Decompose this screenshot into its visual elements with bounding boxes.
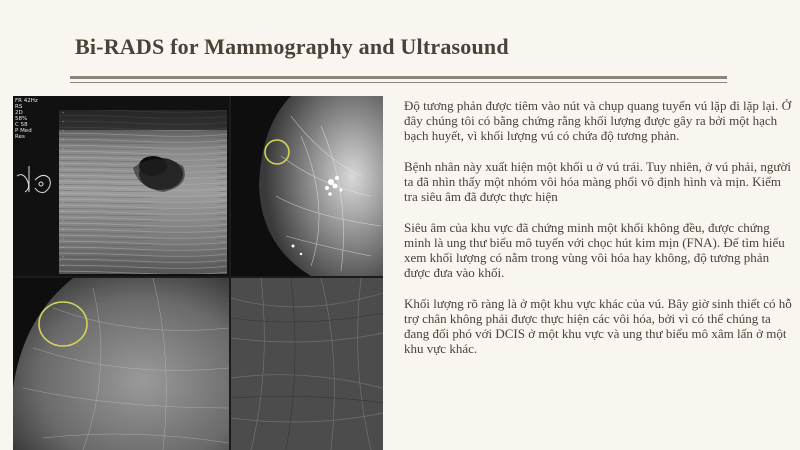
description-text bbox=[404, 98, 794, 372]
page-title: Bi-RADS for Mammography and Ultrasound bbox=[75, 34, 509, 59]
paragraph-contrast: Độ tương phản được tiêm vào nút và chụp quang tuyến vú lặp đi lặp lại. Ở đây chúng tôi có bằng chứng rằng khối lượng được gây ra bởi một hạch bạch huyết, vì khối lượng vú có chứa độ tương phản. bbox=[404, 98, 792, 143]
paragraph-biopsy: Khối lượng rõ ràng là ở một khu vực khác của vú. Bây giờ sinh thiết có hỗ trợ chân không phải được thực hiện các vôi hóa, bởi vì có thể chúng ta đang đối phó với DCIS ở một khu vực và ung thư biểu mô xâm lấn ở một khu vực khác. bbox=[404, 296, 792, 356]
mammogram-zoom-image bbox=[231, 278, 383, 450]
title-divider-thick bbox=[70, 76, 727, 79]
mammogram-calcifications-image bbox=[231, 96, 383, 276]
ultrasound-settings-overlay: FR 42Hz RS 2D 58% C 58 P Med Res bbox=[15, 98, 38, 140]
paragraph-ultrasound: Siêu âm của khu vực đã chứng minh một khối không đều, được chứng minh là ung thư biểu mô tuyến với chọc hút kim mịn (FNA). Để tìm hiểu xem khối lượng có nằm trong vùng vôi hóa hay không, độ tương phản được đưa vào khối. bbox=[404, 220, 785, 280]
mammogram-lesion-image bbox=[13, 278, 229, 450]
image-grid bbox=[13, 96, 383, 450]
paragraph-patient: Bệnh nhân này xuất hiện một khối u ở vú trái. Tuy nhiên, ở vú phải, người ta đã nhìn thấy một nhóm vôi hóa màng phổi vô định hình và mịn. Kiểm tra siêu âm đã được thực hiện bbox=[404, 159, 791, 204]
ultrasound-image bbox=[13, 96, 229, 276]
title-divider-thin bbox=[70, 82, 727, 83]
